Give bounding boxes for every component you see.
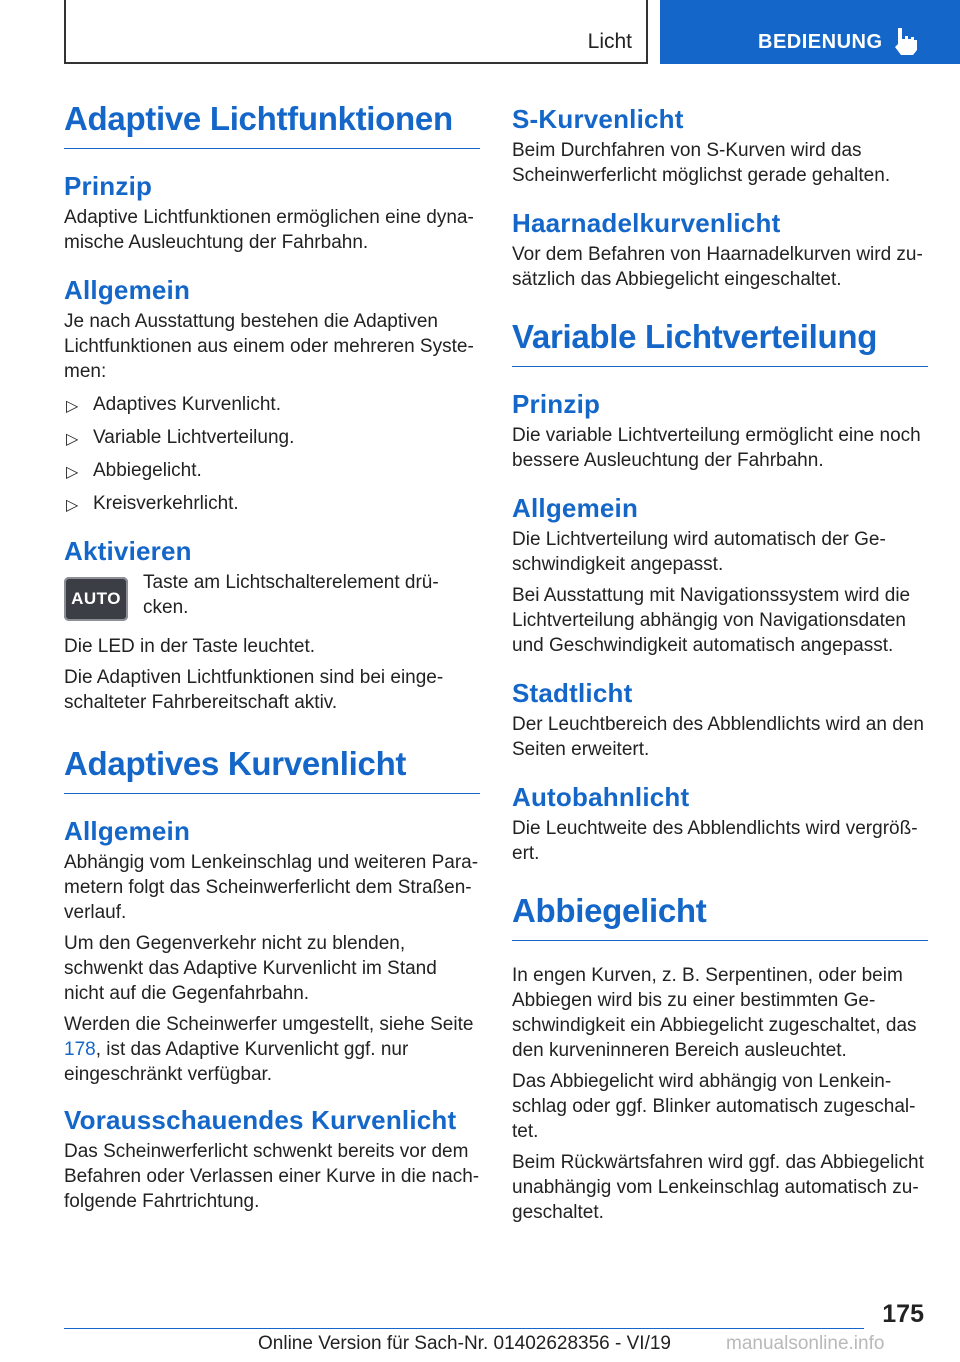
paragraph-prinzip-variable: Die variable Lichtverteilung ermöglicht eine noch bessere Ausleuchtung der Fahrbahn. (512, 425, 921, 471)
paragraph-autobahnlicht: Die Leuchtweite des Abblendlichts wird vergröß-ert. (512, 818, 918, 864)
heading-s-kurvenlicht: S-Kurvenlicht (512, 104, 684, 134)
list-item: ▷ Kreisverkehrlicht. (64, 491, 480, 516)
list-item: ▷ Adaptives Kurvenlicht. (64, 392, 480, 417)
heading-prinzip: Prinzip (64, 171, 153, 201)
triangle-bullet-icon: ▷ (66, 398, 79, 415)
heading-prinzip-variable: Prinzip (512, 389, 601, 419)
right-column (512, 100, 928, 1231)
heading-abbiegelicht: Abbiegelicht (512, 892, 928, 941)
footer-divider (64, 1328, 864, 1329)
header-chapter-tab (660, 0, 960, 64)
heading-vorausschauendes-kurvenlicht: Vorausschauendes Kurvenlicht (64, 1105, 457, 1135)
paragraph-s-kurvenlicht: Beim Durchfahren von S-Kurven wird das Scheinwerferlicht möglichst gerade gehalten. (512, 140, 891, 186)
paragraph-led: Die LED in der Taste leuchtet. (64, 636, 316, 657)
light-functions-list (64, 392, 480, 516)
footer-online-version: Online Version für Sach-Nr. 01402628356 - VI/19 (258, 1333, 671, 1354)
paragraph-abbiegelicht-1: In engen Kurven, z. B. Serpentinen, oder beim Abbiegen wird bis zu einer bestimmten Ge-schwindigkeit ein Abbiegelicht zugeschaltet, das den kurveninneren Bereich ausleuchtet. (512, 965, 917, 1061)
paragraph-prinzip: Adaptive Lichtfunktionen ermöglichen eine dyna-mische Ausleuchtung der Fahrbahn. (64, 207, 474, 253)
header-section-title: Licht (587, 30, 632, 53)
paragraph-abbiegelicht-3: Beim Rückwärtsfahren wird ggf. das Abbiegelicht unabhängig vom Lenkeinschlag automatisch zu-geschaltet. (512, 1152, 924, 1223)
triangle-bullet-icon: ▷ (66, 464, 79, 481)
paragraph-haarnadelkurvenlicht: Vor dem Befahren von Haarnadelkurven wird zu-sätzlich das Abbiegelicht eingeschaltet. (512, 244, 923, 290)
heading-autobahnlicht: Autobahnlicht (512, 782, 690, 812)
heading-aktivieren: Aktivieren (64, 536, 192, 566)
paragraph-aktiv: Die Adaptiven Lichtfunktionen sind bei einge-schalteter Fahrbereitschaft aktiv. (64, 667, 444, 713)
left-column (64, 100, 480, 1220)
paragraph-stadtlicht: Der Leuchtbereich des Abblendlichts wird an den Seiten erweitert. (512, 714, 924, 760)
heading-allgemein-kurvenlicht: Allgemein (64, 816, 191, 846)
header-section-box (64, 0, 648, 64)
heading-adaptives-kurvenlicht: Adaptives Kurvenlicht (64, 745, 480, 794)
pointing-hand-icon (892, 26, 920, 56)
paragraph-abhaengig: Abhängig vom Lenkeinschlag und weiteren Para-metern folgt das Scheinwerferlicht dem Straßen-verlauf. (64, 852, 479, 923)
heading-haarnadelkurvenlicht: Haarnadelkurvenlicht (512, 208, 781, 238)
paragraph-scheinwerfer-umgestellt: Werden die Scheinwerfer umgestellt, siehe Seite 178, ist das Adaptive Kurvenlicht ggf. nur eingeschränkt verfügbar. (64, 1014, 474, 1085)
footer-watermark: manualsonline.info (726, 1333, 885, 1354)
heading-variable-lichtverteilung: Variable Lichtverteilung (512, 318, 928, 367)
paragraph-navigationssystem: Bei Ausstattung mit Navigationssystem wird die Lichtverteilung abhängig von Navigationsdaten und Geschwindigkeit automatisch angepasst. (512, 585, 911, 656)
paragraph-vorausschauend: Das Scheinwerferlicht schwenkt bereits vor dem Befahren oder Verlassen einer Kurve in die nach-folgende Fahrtrichtung. (64, 1141, 480, 1212)
paragraph-aktivieren: Taste am Lichtschalterelement drü-cken. (143, 572, 439, 618)
aktivieren-block (64, 570, 480, 620)
header-chapter-title: BEDIENUNG (758, 31, 883, 53)
triangle-bullet-icon: ▷ (66, 431, 79, 448)
heading-allgemein: Allgemein (64, 275, 191, 305)
auto-button-icon: AUTO (64, 577, 128, 621)
paragraph-allgemein: Je nach Ausstattung bestehen die Adaptiven Lichtfunktionen aus einem oder mehreren Syste-men: (64, 311, 474, 382)
page-number: 175 (882, 1300, 924, 1328)
paragraph-geschwindigkeit: Die Lichtverteilung wird automatisch der Ge-schwindigkeit angepasst. (512, 529, 886, 575)
heading-stadtlicht: Stadtlicht (512, 678, 633, 708)
heading-adaptive-lichtfunktionen: Adaptive Lichtfunktionen (64, 100, 480, 149)
page-reference-link[interactable]: 178 (64, 1039, 96, 1060)
paragraph-gegenverkehr: Um den Gegenverkehr nicht zu blenden, schwenkt das Adaptive Kurvenlicht im Stand nicht auf die Gegenfahrbahn. (64, 933, 437, 1004)
list-item: ▷ Abbiegelicht. (64, 458, 480, 483)
heading-allgemein-variable: Allgemein (512, 493, 639, 523)
list-item: ▷ Variable Lichtverteilung. (64, 425, 480, 450)
paragraph-abbiegelicht-2: Das Abbiegelicht wird abhängig von Lenkein-schlag oder ggf. Blinker automatisch zugeschal-tet. (512, 1071, 916, 1142)
triangle-bullet-icon: ▷ (66, 497, 79, 514)
